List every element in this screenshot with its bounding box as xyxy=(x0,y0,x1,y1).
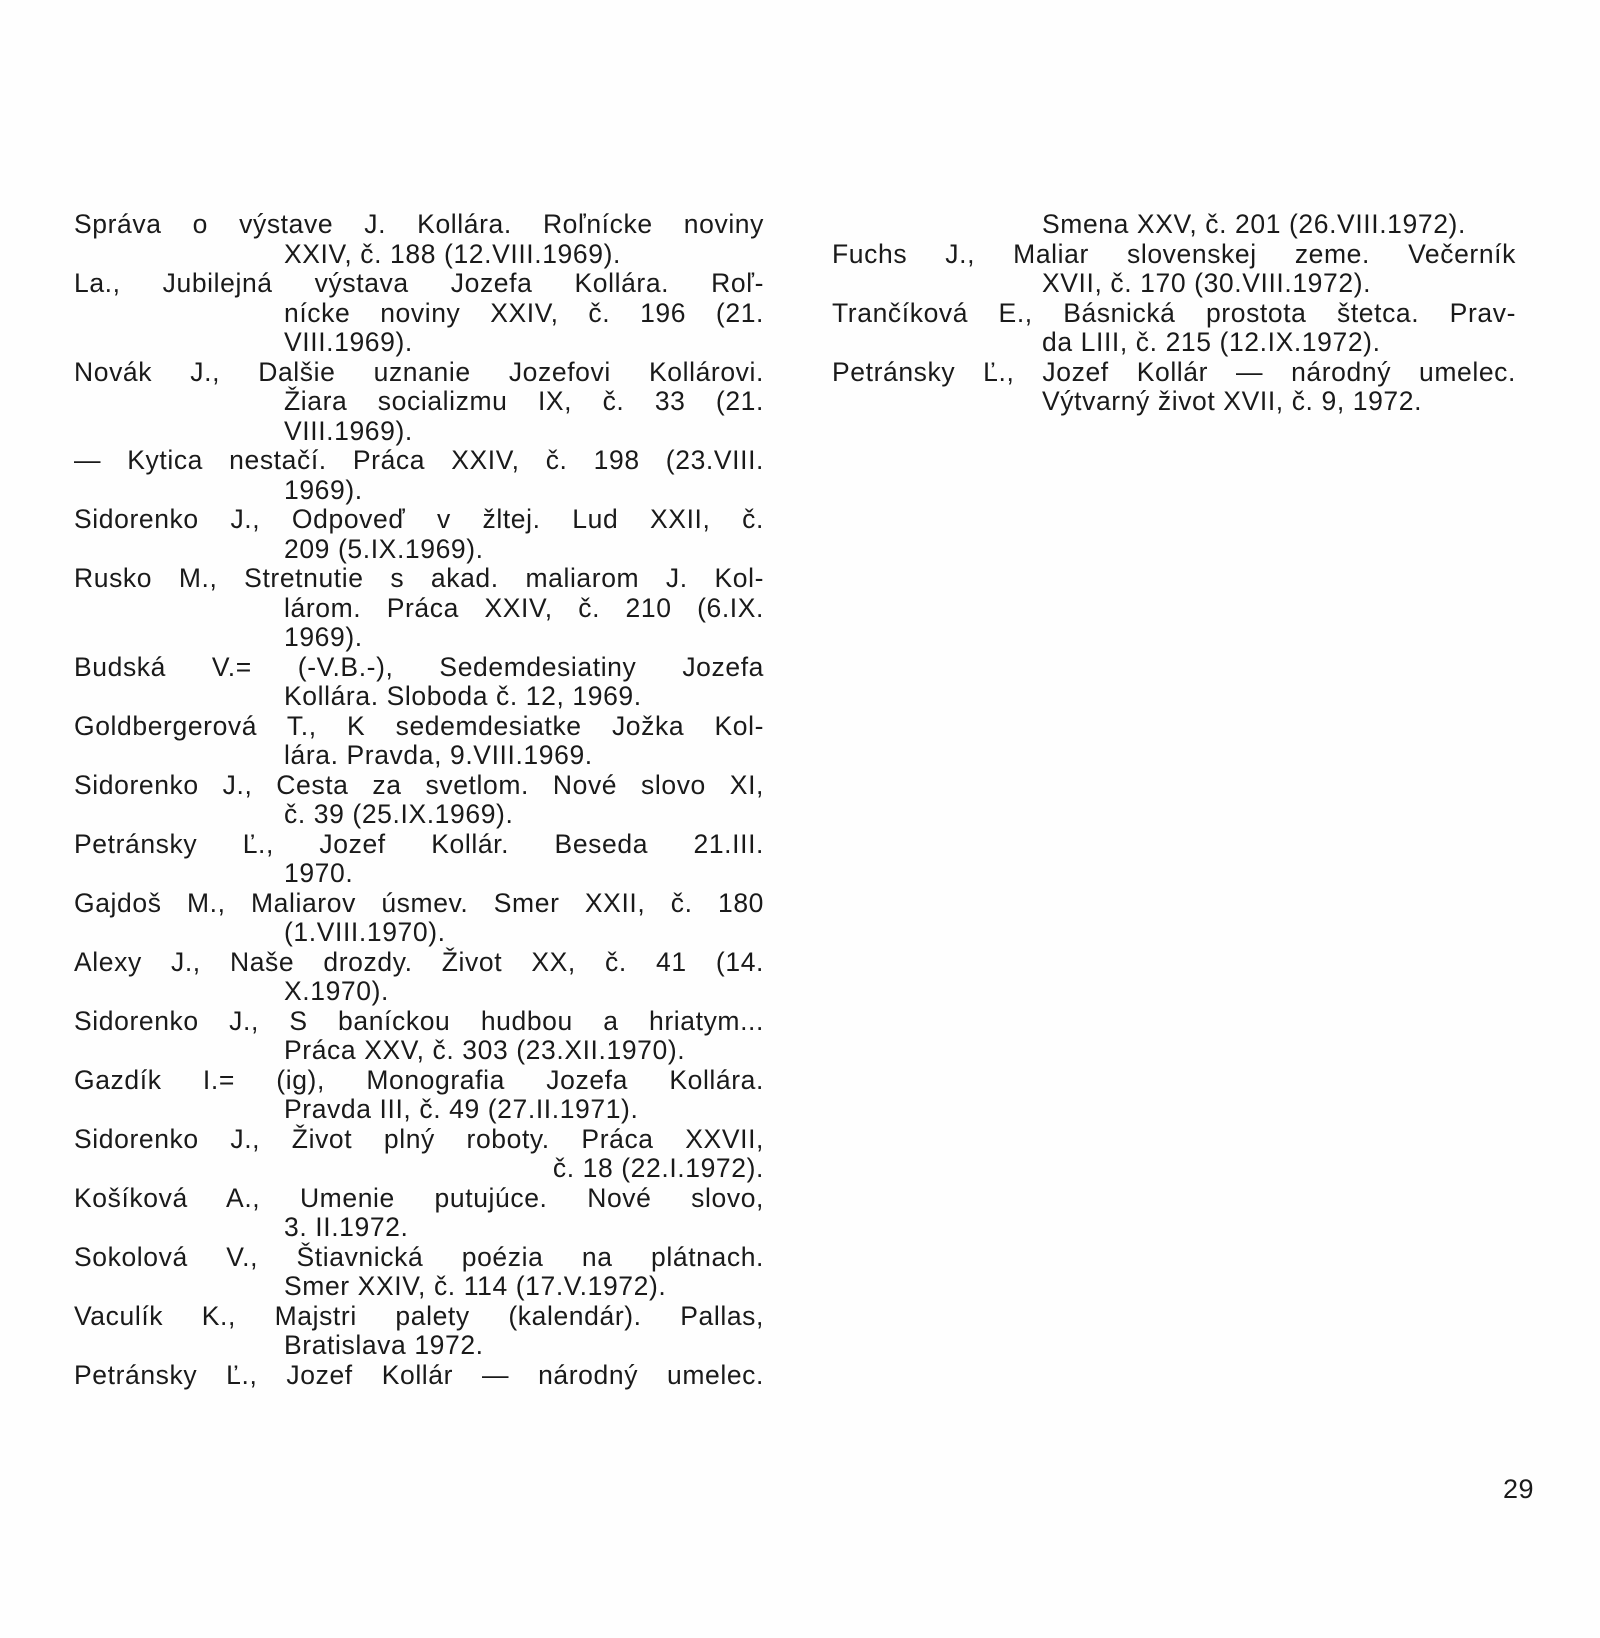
entry-continuation-line: 1969). xyxy=(284,622,363,652)
bibliography-entry xyxy=(74,1302,764,1361)
bibliography-entry xyxy=(74,210,764,269)
entry-first-line: Rusko M., Stretnutie s akad. maliarom J. Kol- xyxy=(74,563,764,593)
entry-first-line: Sidorenko J., Život plný roboty. Práca XXVII, xyxy=(74,1123,764,1154)
bibliography-entry xyxy=(74,653,764,712)
entry-first-line: Košíková A., Umenie putujúce. Nové slovo, xyxy=(74,1182,764,1213)
entry-continuation-line: Žiara socializmu IX, č. 33 (21. xyxy=(284,386,764,416)
entry-continuation-line: (1.VIII.1970). xyxy=(284,917,446,947)
entry-continuation-line: nícke noviny XXIV, č. 196 (21. xyxy=(284,297,764,328)
entry-first-line: Sidorenko J., Odpoveď v žltej. Lud XXII, č. xyxy=(74,504,764,534)
entry-first-line: Gajdoš M., Maliarov úsmev. Smer XXII, č. 180 xyxy=(74,887,764,918)
bibliography-entry xyxy=(74,1184,764,1243)
entry-continuation-line: 1969). xyxy=(284,474,363,505)
bibliography-entry xyxy=(832,299,1516,358)
entry-first-line: Sidorenko J., Cesta za svetlom. Nové slovo XI, xyxy=(74,769,764,800)
bibliography-entry xyxy=(832,210,1516,240)
bibliography-entry xyxy=(74,1007,764,1066)
entry-continuation-line: X.1970). xyxy=(284,976,389,1006)
entry-first-line: Trančíková E., Básnická prostota štetca. Prav- xyxy=(832,297,1516,328)
entry-continuation-line: Pravda III, č. 49 (27.II.1971). xyxy=(284,1094,639,1124)
entry-continuation-line: XVII, č. 170 (30.VIII.1972). xyxy=(1042,268,1372,298)
bibliography-entry xyxy=(74,1125,764,1184)
entry-continuation-line: Výtvarný život XVII, č. 9, 1972. xyxy=(1042,386,1423,416)
entry-first-line: Sokolová V., Štiavnická poézia na plátnach. xyxy=(74,1241,764,1272)
entry-first-line: Goldbergerová T., K sedemdesiatke Jožka Kol- xyxy=(74,710,764,741)
bibliography-entry xyxy=(74,446,764,505)
entry-continuation-line: XXIV, č. 188 (12.VIII.1969). xyxy=(284,238,621,269)
entry-continuation-line: č. 18 (22.I.1972). xyxy=(552,1153,764,1183)
bibliography-entry xyxy=(74,948,764,1007)
entry-continuation-line: 3. II.1972. xyxy=(284,1212,409,1242)
bibliography-entry xyxy=(74,1361,764,1391)
bibliography-right-column xyxy=(832,210,1516,417)
entry-first-line: Alexy J., Naše drozdy. Život XX, č. 41 (14. xyxy=(74,946,764,977)
entry-first-line: Sidorenko J., S baníckou hudbou a hriatym... xyxy=(74,1005,764,1036)
entry-first-line: Správa o výstave J. Kollára. Roľnícke noviny xyxy=(74,209,764,239)
entry-continuation-line: 209 (5.IX.1969). xyxy=(284,533,484,564)
entry-continuation-line: Bratislava 1972. xyxy=(284,1330,484,1360)
bibliography-entry xyxy=(74,269,764,358)
entry-continuation-line: Smena XXV, č. 201 (26.VIII.1972). xyxy=(1042,209,1466,239)
entry-first-line: Novák J., Dalšie uznanie Jozefovi Kollárovi. xyxy=(74,356,764,387)
entry-continuation-line: č. 39 (25.IX.1969). xyxy=(284,799,514,829)
entry-continuation-line: 1970. xyxy=(284,858,354,888)
bibliography-entry xyxy=(74,712,764,771)
entry-first-line: Budská V.= (-V.B.-), Sedemdesiatiny Jozefa xyxy=(74,651,764,682)
entry-continuation-line: Kollára. Sloboda č. 12, 1969. xyxy=(284,681,642,711)
bibliography-entry xyxy=(832,240,1516,299)
bibliography-entry xyxy=(74,1066,764,1125)
bibliography-entry xyxy=(74,564,764,653)
entry-continuation-line: Smer XXIV, č. 114 (17.V.1972). xyxy=(284,1271,667,1301)
bibliography-entry xyxy=(74,1243,764,1302)
entry-first-line: — Kytica nestačí. Práca XXIV, č. 198 (23.VIII. xyxy=(74,445,764,475)
entry-first-line: Fuchs J., Maliar slovenskej zeme. Večerník xyxy=(832,238,1516,269)
bibliography-entry xyxy=(832,358,1516,417)
entry-continuation-line: VIII.1969). xyxy=(284,415,413,446)
bibliography-entry xyxy=(74,505,764,564)
entry-first-line: Petránsky Ľ., Jozef Kollár — národný umelec. xyxy=(832,356,1516,387)
entry-continuation-line: Práca XXV, č. 303 (23.XII.1970). xyxy=(284,1035,686,1065)
bibliography-entry xyxy=(74,771,764,830)
entry-continuation-line: lára. Pravda, 9.VIII.1969. xyxy=(284,740,593,770)
entry-continuation-line: da LIII, č. 215 (12.IX.1972). xyxy=(1042,327,1381,357)
entry-first-line: La., Jubilejná výstava Jozefa Kollára. Roľ- xyxy=(74,268,764,298)
bibliography-left-column xyxy=(74,210,764,1390)
entry-first-line: Petránsky Ľ., Jozef Kollár — národný umelec. xyxy=(74,1359,764,1390)
entry-continuation-line: VIII.1969). xyxy=(284,327,413,357)
bibliography-entry xyxy=(74,830,764,889)
bibliography-entry xyxy=(74,358,764,447)
entry-first-line: Petránsky Ľ., Jozef Kollár. Beseda 21.III. xyxy=(74,828,764,859)
entry-continuation-line: lárom. Práca XXIV, č. 210 (6.IX. xyxy=(284,592,764,623)
bibliography-entry xyxy=(74,889,764,948)
entry-first-line: Gazdík I.= (ig), Monografia Jozefa Kollára. xyxy=(74,1064,764,1095)
page-number: 29 xyxy=(1502,1474,1534,1504)
entry-first-line: Vaculík K., Majstri palety (kalendár). Pallas, xyxy=(74,1300,764,1331)
